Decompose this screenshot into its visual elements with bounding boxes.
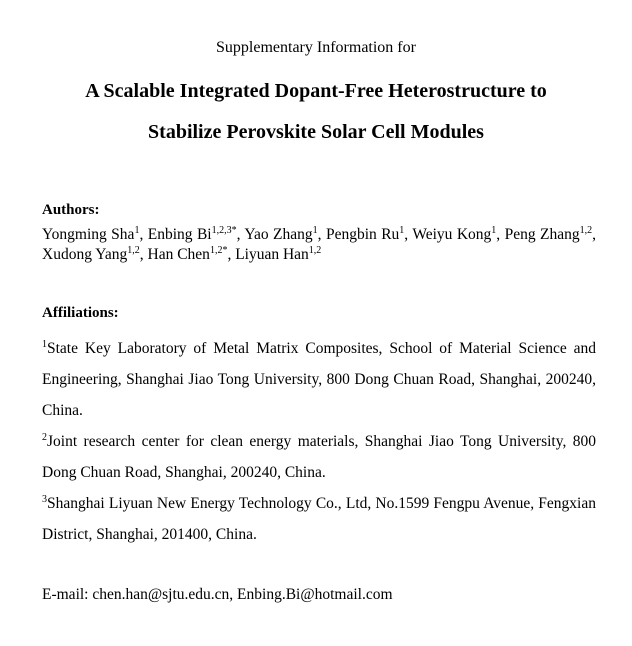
title-line-2: Stabilize Perovskite Solar Cell Modules	[148, 121, 484, 143]
affiliation-text: Joint research center for clean energy materials, Shanghai Jiao Tong University, 800 Dong Chuan Road, Shanghai, 200240, China.	[42, 433, 596, 481]
author-affiliation-marker: 1	[134, 225, 140, 236]
title-line-1: A Scalable Integrated Dopant-Free Heterostructure to	[85, 80, 547, 102]
author-name: Yongming Sha	[42, 226, 135, 243]
author-entry	[505, 226, 593, 243]
author-name: Liyuan Han	[235, 246, 309, 263]
affiliation-2	[42, 426, 596, 488]
author-entry	[42, 246, 140, 263]
affiliation-text: State Key Laboratory of Metal Matrix Composites, School of Material Science and Engineering, Shanghai Jiao Tong University, 800 Dong Chuan Road, Shanghai, 200240, China.	[42, 340, 596, 419]
affiliation-number: 1	[42, 339, 47, 350]
author-entry	[42, 226, 139, 243]
supplementary-label: Supplementary Information for	[216, 39, 416, 56]
affiliations-list	[42, 333, 596, 550]
author-entry	[148, 226, 237, 243]
author-affiliation-marker: 1,2*	[209, 245, 228, 256]
author-affiliation-marker: 1,2	[127, 245, 140, 256]
affiliation-number: 3	[42, 494, 47, 505]
author-name: Peng Zhang	[504, 226, 580, 243]
author-affiliation-marker: 1	[399, 225, 405, 236]
affiliation-text: Shanghai Liyuan New Energy Technology Co., Ltd, No.1599 Fengpu Avenue, Fengxian District, Shanghai, 201400, China.	[42, 495, 596, 543]
author-entry	[235, 246, 321, 263]
author-name: Weiyu Kong	[412, 226, 492, 243]
author-name: Han Chen	[147, 246, 210, 263]
affiliation-3	[42, 488, 596, 550]
author-affiliation-marker: 1,2,3*	[211, 225, 237, 236]
email-line: E-mail: chen.han@sjtu.edu.cn, Enbing.Bi@hotmail.com	[42, 586, 393, 603]
authors-list: Yongming Sha$^1$, Enbing $Bi^{1,2,3*}$, Yao Zhang$^1$, Pengbin Ru$^1$, Weiyu Kong$^1$, Peng Zhang$^{1,2}$, Xudong Yang$^{1,2}$, Han Chen$^{1,2*}$, Liyuan Han$^{1,2}$	[42, 225, 596, 263]
author-name: Enbing Bi	[147, 226, 212, 243]
author-name: Pengbin Ru	[325, 226, 400, 243]
author-affiliation-marker: 1	[491, 225, 497, 236]
author-affiliation-marker: 1	[312, 225, 318, 236]
affiliation-number: 2	[42, 432, 47, 443]
author-name: Xudong Yang	[42, 246, 128, 263]
affiliation-1	[42, 333, 596, 426]
authors-heading: Authors:	[42, 202, 100, 218]
author-entry	[244, 226, 317, 243]
author-affiliation-marker: 1,2	[308, 245, 322, 256]
affiliations-heading: Affiliations:	[42, 305, 119, 321]
author-entry	[326, 226, 404, 243]
author-entry	[148, 246, 228, 263]
author-name: Yao Zhang	[244, 226, 313, 243]
author-entry	[412, 226, 496, 243]
author-affiliation-marker: 1,2	[579, 225, 593, 236]
